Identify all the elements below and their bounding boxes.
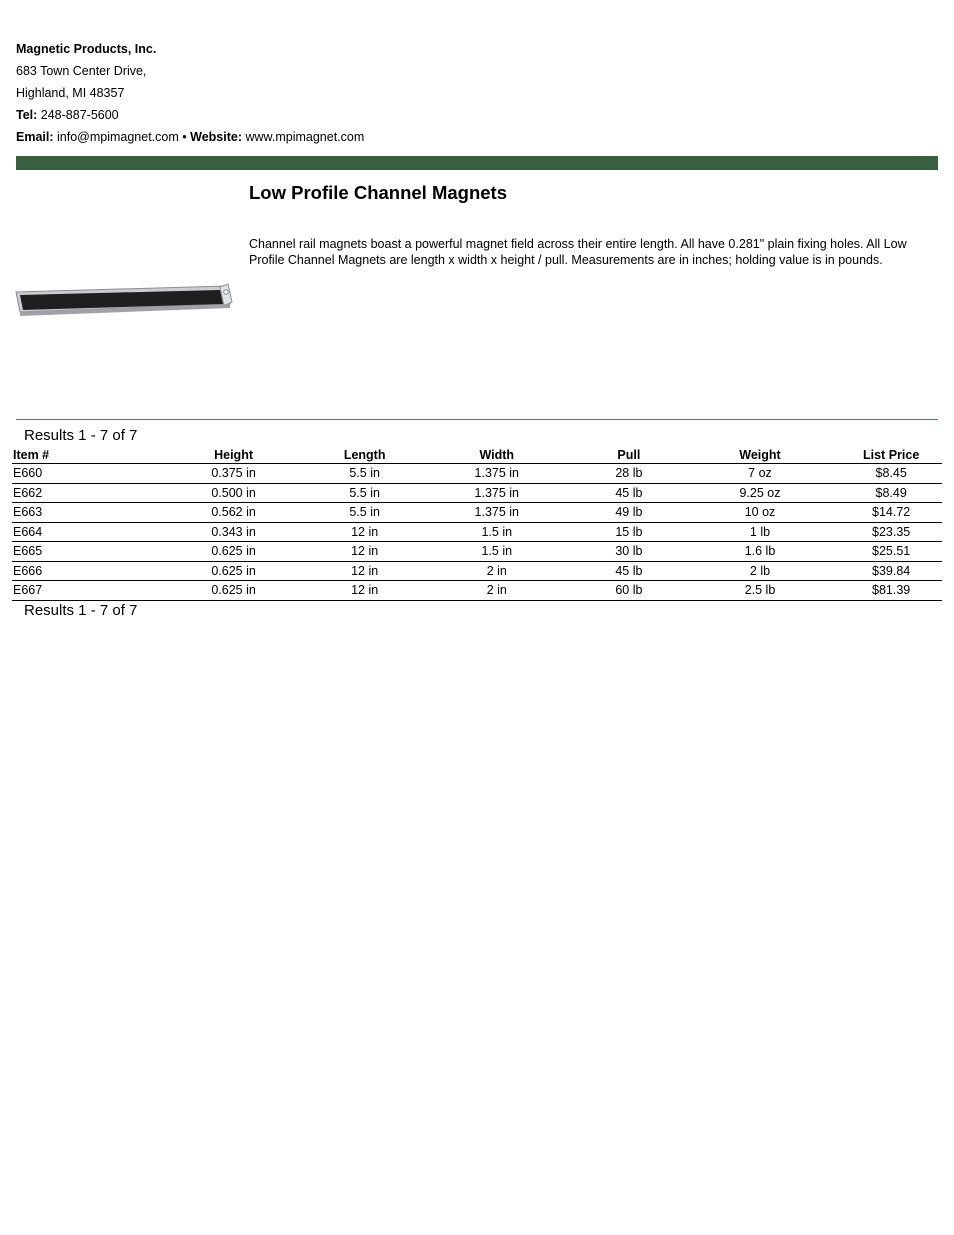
price-cell: $25.51 (840, 542, 942, 562)
results-count-bottom: Results 1 - 7 of 7 (24, 602, 138, 619)
address-line-2: Highland, MI 48357 (16, 86, 125, 100)
width-cell: 1.5 in (415, 542, 578, 562)
col-pull[interactable]: Pull (578, 447, 680, 464)
item-number[interactable]: E662 (12, 483, 153, 503)
price-cell: $39.84 (840, 561, 942, 581)
tel-value: 248-887-5600 (40, 108, 119, 122)
pull-cell: 45 lb (578, 561, 680, 581)
length-cell: 5.5 in (314, 483, 416, 503)
channel-magnet-image (14, 282, 234, 324)
item-number[interactable]: E663 (12, 503, 153, 523)
col-weight[interactable]: Weight (680, 447, 841, 464)
height-cell: 0.562 in (153, 503, 314, 523)
item-number[interactable]: E667 (12, 581, 153, 601)
height-cell: 0.375 in (153, 464, 314, 484)
company-info (16, 38, 364, 148)
item-number[interactable]: E665 (12, 542, 153, 562)
height-cell: 0.625 in (153, 581, 314, 601)
length-cell: 12 in (314, 522, 416, 542)
item-number[interactable]: E664 (12, 522, 153, 542)
header-bar (16, 156, 938, 170)
weight-cell: 2 lb (680, 561, 841, 581)
table-row[interactable] (12, 522, 942, 542)
website-label: Website: (190, 130, 242, 144)
price-cell: $23.35 (840, 522, 942, 542)
weight-cell: 7 oz (680, 464, 841, 484)
table-row[interactable] (12, 581, 942, 601)
width-cell: 1.375 in (415, 503, 578, 523)
pull-cell: 30 lb (578, 542, 680, 562)
table-row[interactable] (12, 542, 942, 562)
table-row[interactable] (12, 561, 942, 581)
table-row[interactable] (12, 483, 942, 503)
table-header-row (12, 447, 942, 464)
height-cell: 0.625 in (153, 542, 314, 562)
width-cell: 2 in (415, 581, 578, 601)
tel-label: Tel: (16, 108, 38, 122)
item-number[interactable]: E660 (12, 464, 153, 484)
weight-cell: 1.6 lb (680, 542, 841, 562)
email-link[interactable]: info@mpimagnet.com (57, 130, 179, 144)
website-link[interactable]: www.mpimagnet.com (245, 130, 365, 144)
length-cell: 12 in (314, 542, 416, 562)
length-cell: 5.5 in (314, 503, 416, 523)
table-row[interactable] (12, 503, 942, 523)
length-cell: 5.5 in (314, 464, 416, 484)
product-description: Channel rail magnets boast a powerful magnet field across their entire length. All have 0.281" plain fixing holes. All Low Profile Channel Magnets are length x width x height / pull. Measurements are in inches; holding value is in pounds. (249, 237, 907, 267)
email-label: Email: (16, 130, 54, 144)
weight-cell: 2.5 lb (680, 581, 841, 601)
section-divider (16, 419, 938, 420)
col-height[interactable]: Height (153, 447, 314, 464)
height-cell: 0.625 in (153, 561, 314, 581)
width-cell: 1.5 in (415, 522, 578, 542)
col-length[interactable]: Length (314, 447, 416, 464)
col-list-price[interactable]: List Price (840, 447, 942, 464)
pull-cell: 45 lb (578, 483, 680, 503)
company-name: Magnetic Products, Inc. (16, 42, 157, 56)
price-cell: $8.49 (840, 483, 942, 503)
pull-cell: 15 lb (578, 522, 680, 542)
results-count-top: Results 1 - 7 of 7 (24, 427, 138, 444)
weight-cell: 9.25 oz (680, 483, 841, 503)
length-cell: 12 in (314, 581, 416, 601)
contact-line (16, 126, 364, 148)
price-cell: $8.45 (840, 464, 942, 484)
price-cell: $14.72 (840, 503, 942, 523)
table-row[interactable] (12, 464, 942, 484)
pull-cell: 60 lb (578, 581, 680, 601)
weight-cell: 1 lb (680, 522, 841, 542)
width-cell: 1.375 in (415, 483, 578, 503)
address-line-1: 683 Town Center Drive, (16, 64, 147, 78)
length-cell: 12 in (314, 561, 416, 581)
price-cell: $81.39 (840, 581, 942, 601)
products-table (12, 447, 942, 601)
col-width[interactable]: Width (415, 447, 578, 464)
height-cell: 0.500 in (153, 483, 314, 503)
height-cell: 0.343 in (153, 522, 314, 542)
item-number[interactable]: E666 (12, 561, 153, 581)
width-cell: 2 in (415, 561, 578, 581)
telephone (16, 104, 364, 126)
col-item[interactable]: Item # (12, 447, 153, 464)
pull-cell: 49 lb (578, 503, 680, 523)
pull-cell: 28 lb (578, 464, 680, 484)
separator: • (182, 130, 187, 144)
page-title: Low Profile Channel Magnets (249, 182, 507, 203)
weight-cell: 10 oz (680, 503, 841, 523)
width-cell: 1.375 in (415, 464, 578, 484)
